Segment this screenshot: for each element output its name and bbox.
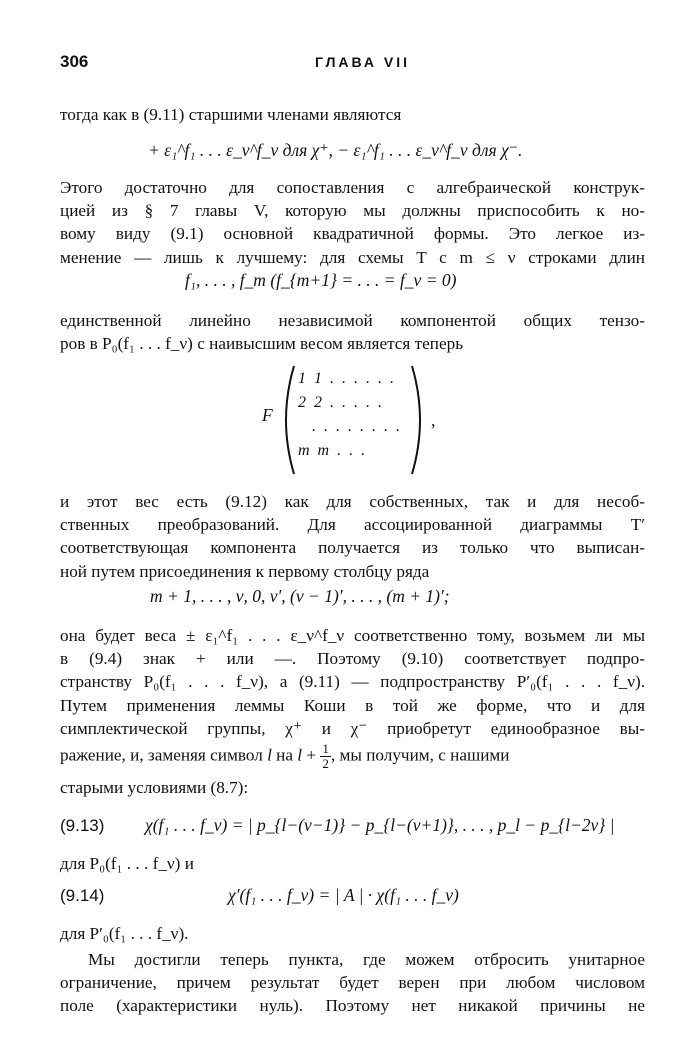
text-line: для P′₀(f₁ . . . f_ν). bbox=[60, 924, 189, 943]
text-line: и этот вес есть (9.12) как для собственных, так и для несоб- bbox=[60, 492, 645, 511]
text-line: ственных преобразований. Для ассоциированной диаграммы T′ bbox=[60, 515, 645, 535]
text-line: симплектической группы, χ⁺ и χ⁻ приобретут единообразное вы- bbox=[60, 718, 645, 738]
matrix-row: m m . . . bbox=[298, 442, 368, 459]
matrix-label: F bbox=[262, 405, 273, 425]
text-line: в (9.4) знак + или —. Поэтому (9.10) соответствует подпро- bbox=[60, 649, 645, 669]
left-paren-icon bbox=[276, 364, 298, 476]
symbol-l: l bbox=[267, 745, 272, 765]
fraction-numerator: 1 bbox=[322, 741, 329, 756]
text-fragment: ражение, и, заменяя символ bbox=[60, 745, 268, 765]
text-line: ограничение, причем результат будет верен при любом числовом bbox=[60, 973, 645, 993]
text-line: цией из § 7 главы V, которую мы должны приспособить к но- bbox=[60, 201, 645, 221]
text-line: она будет веса ± ε₁^f₁ . . . ε_ν^f_ν соответственно тому, возьмем ли мы bbox=[60, 626, 645, 645]
plus-sign: + bbox=[302, 745, 321, 765]
formula-column-row: m + 1, . . . , ν, 0, ν′, (ν − 1)′, . . . , (m + 1)′; bbox=[150, 586, 450, 606]
paragraph-7 bbox=[60, 922, 645, 945]
fraction-denominator: 2 bbox=[322, 756, 329, 771]
paragraph-3 bbox=[60, 309, 645, 355]
text-line: менение — лишь к лучшему: для схемы T с m ≤ ν строками длин bbox=[60, 247, 645, 267]
matrix-row: . . . . . . . . bbox=[312, 418, 402, 435]
matrix-comma: , bbox=[431, 410, 436, 430]
paragraph-4 bbox=[60, 490, 645, 583]
equation-9-13: χ(f₁ . . . f_ν) = | p_{l−(ν−1)} − p_{l−(ν+1)}, . . . , p_l − p_{l−2ν} | bbox=[145, 815, 615, 835]
text-line: соответствующая компонента получается из только что выписан- bbox=[60, 538, 645, 558]
equation-label-9-13: (9.13) bbox=[60, 816, 105, 835]
equation-label-9-14: (9.14) bbox=[60, 886, 105, 905]
paragraph-6 bbox=[60, 852, 645, 875]
formula-weights: + ε₁^f₁ . . . ε_ν^f_ν для χ⁺, − ε₁^f₁ . . . ε_ν^f_ν для χ⁻. bbox=[148, 140, 523, 160]
paragraph-1 bbox=[60, 103, 645, 126]
text-line: поле (характеристики нуль). Поэтому нет никакой причины не bbox=[60, 996, 645, 1016]
paragraph-5b bbox=[60, 742, 645, 771]
text-line: Мы достигли теперь пункта, где можем отбросить унитарное bbox=[88, 950, 645, 969]
right-paren-icon bbox=[408, 364, 430, 476]
paragraph-2 bbox=[60, 176, 645, 269]
page-number: 306 bbox=[60, 52, 89, 71]
formula-row-lengths: f₁, . . . , f_m (f_{m+1} = . . . = f_ν = 0) bbox=[185, 270, 457, 290]
symbol-l: l bbox=[297, 745, 303, 765]
text-line: единственной линейно независимой компонентой общих тензо- bbox=[60, 311, 645, 330]
text-line: тогда как в (9.11) старшими членами являются bbox=[60, 105, 402, 124]
text-line: ной путем присоединения к первому столбцу ряда bbox=[60, 561, 430, 581]
text-line: Путем применения леммы Коши в той же форме, что и для bbox=[60, 695, 645, 715]
paragraph-5c bbox=[60, 776, 645, 799]
text-line: для P₀(f₁ . . . f_ν) и bbox=[60, 854, 194, 873]
paragraph-8 bbox=[60, 948, 645, 1018]
matrix-row: 1 1 . . . . . . bbox=[298, 370, 396, 387]
matrix-row: 2 2 . . . . . bbox=[298, 394, 384, 411]
text-fragment: на bbox=[271, 745, 298, 765]
equation-9-14: χ′(f₁ . . . f_ν) = | A | · χ(f₁ . . . f_ν) bbox=[228, 885, 459, 905]
text-line: ров в P₀(f₁ . . . f_ν) с наивысшим весом является теперь bbox=[60, 334, 464, 354]
text-line: вому виду (9.1) основной квадратичной формы. Это легкое из- bbox=[60, 224, 645, 244]
fraction-one-half bbox=[320, 742, 331, 771]
chapter-header: ГЛАВА VII bbox=[315, 54, 411, 70]
paragraph-5 bbox=[60, 624, 645, 740]
text-line: странству P₀(f₁ . . . f_ν), а (9.11) — подпространству P′₀(f₁ . . . f_ν). bbox=[60, 672, 645, 692]
text-fragment: , мы получим, с нашими bbox=[330, 745, 510, 765]
text-line: Этого достаточно для сопоставления с алгебраической конструк- bbox=[60, 178, 645, 197]
text-line: старыми условиями (8.7): bbox=[60, 778, 249, 797]
